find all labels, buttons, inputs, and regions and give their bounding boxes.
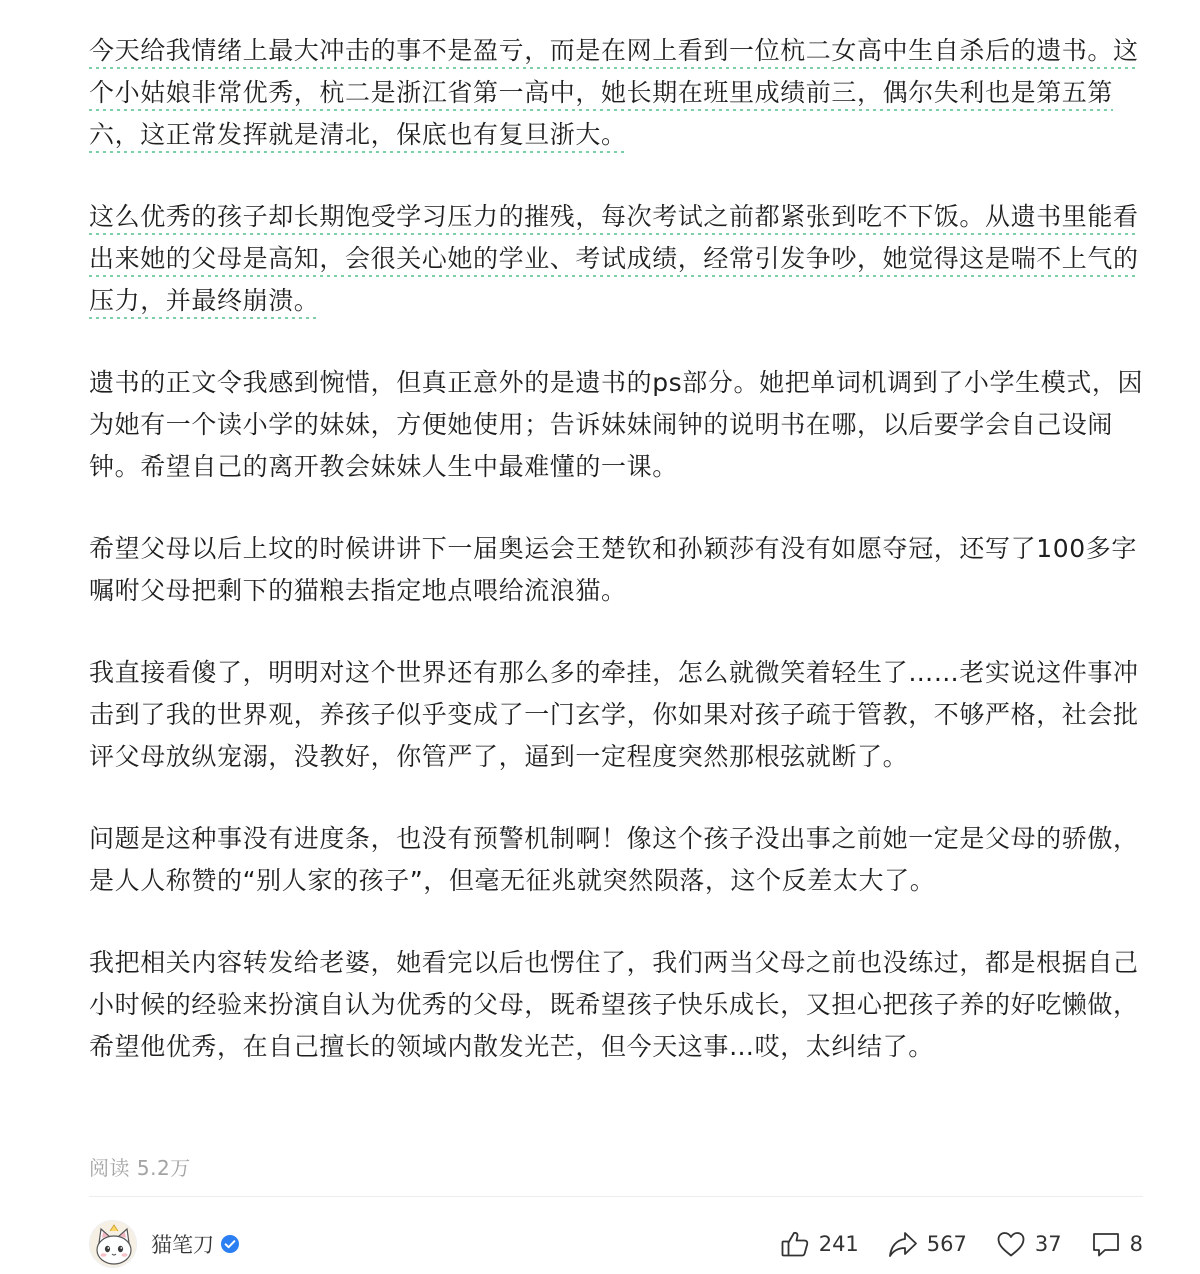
cat-avatar-icon[interactable] (89, 1220, 137, 1268)
favorite-count: 37 (1034, 1232, 1062, 1256)
divider (89, 1196, 1143, 1197)
paragraph-1 (89, 30, 1149, 156)
comment-button[interactable] (1090, 1228, 1143, 1260)
paragraph-4: 希望父母以后上坟的时候讲讲下一届奥运会王楚钦和孙颖莎有没有如愿夺冠，还写了100多字嘱咐父母把剩下的猫粮去指定地点喂给流浪猫。 (89, 534, 1137, 605)
author-profile[interactable] (89, 1220, 240, 1268)
share-arrow-icon (887, 1228, 919, 1260)
thumbs-up-icon (779, 1228, 811, 1260)
paragraph-6: 问题是这种事没有进度条，也没有预警机制啊！像这个孩子没出事之前她一定是父母的骄傲，是人人称赞的“别人家的孩子”，但毫无征兆就突然陨落，这个反差太大了。 (89, 824, 1139, 895)
comment-bubble-icon (1090, 1228, 1122, 1260)
highlighted-text[interactable]: 今天给我情绪上最大冲击的事不是盈亏，而是在网上看到一位杭二女高中生自杀后的遗书。这个小姑娘非常优秀，杭二是浙江省第一高中，她长期在班里成绩前三，偶尔失利也是第五第六，这正常发挥就是清北，保底也有复旦浙大。 (89, 36, 1139, 153)
like-button[interactable] (779, 1228, 859, 1260)
verified-badge-icon (220, 1234, 240, 1254)
article-body (89, 30, 1149, 1068)
heart-icon (995, 1228, 1027, 1260)
read-count: 阅读 5.2万 (89, 1156, 191, 1180)
comment-count: 8 (1129, 1232, 1143, 1256)
share-button[interactable] (887, 1228, 967, 1260)
highlighted-text[interactable]: 这么优秀的孩子却长期饱受学习压力的摧残，每次考试之前都紧张到吃不下饭。从遗书里能看出来她的父母是高知，会很关心她的学业、考试成绩，经常引发争吵，她觉得这是喘不上气的压力，并最终崩溃。 (89, 202, 1139, 319)
share-count: 567 (926, 1232, 967, 1256)
like-count: 241 (818, 1232, 859, 1256)
author-name[interactable]: 猫笔刀 (151, 1233, 214, 1257)
favorite-button[interactable] (995, 1228, 1062, 1260)
paragraph-7: 我把相关内容转发给老婆，她看完以后也愣住了，我们两当父母之前也没练过，都是根据自己小时候的经验来扮演自认为优秀的父母，既希望孩子快乐成长，又担心把孩子养的好吃懒做，希望他优秀，在自己擅长的领域内散发光芒，但今天这事…哎，太纠结了。 (89, 948, 1139, 1061)
action-bar (779, 1228, 1143, 1260)
paragraph-3: 遗书的正文令我感到惋惜，但真正意外的是遗书的ps部分。她把单词机调到了小学生模式，因为她有一个读小学的妹妹，方便她使用；告诉妹妹闹钟的说明书在哪，以后要学会自己设闹钟。希望自己的离开教会妹妹人生中最难懂的一课。 (89, 368, 1144, 481)
paragraph-5: 我直接看傻了，明明对这个世界还有那么多的牵挂，怎么就微笑着轻生了……老实说这件事冲击到了我的世界观，养孩子似乎变成了一门玄学，你如果对孩子疏于管教，不够严格，社会批评父母放纵宠溺，没教好，你管严了，逼到一定程度突然那根弦就断了。 (89, 658, 1139, 771)
paragraph-2 (89, 196, 1149, 322)
